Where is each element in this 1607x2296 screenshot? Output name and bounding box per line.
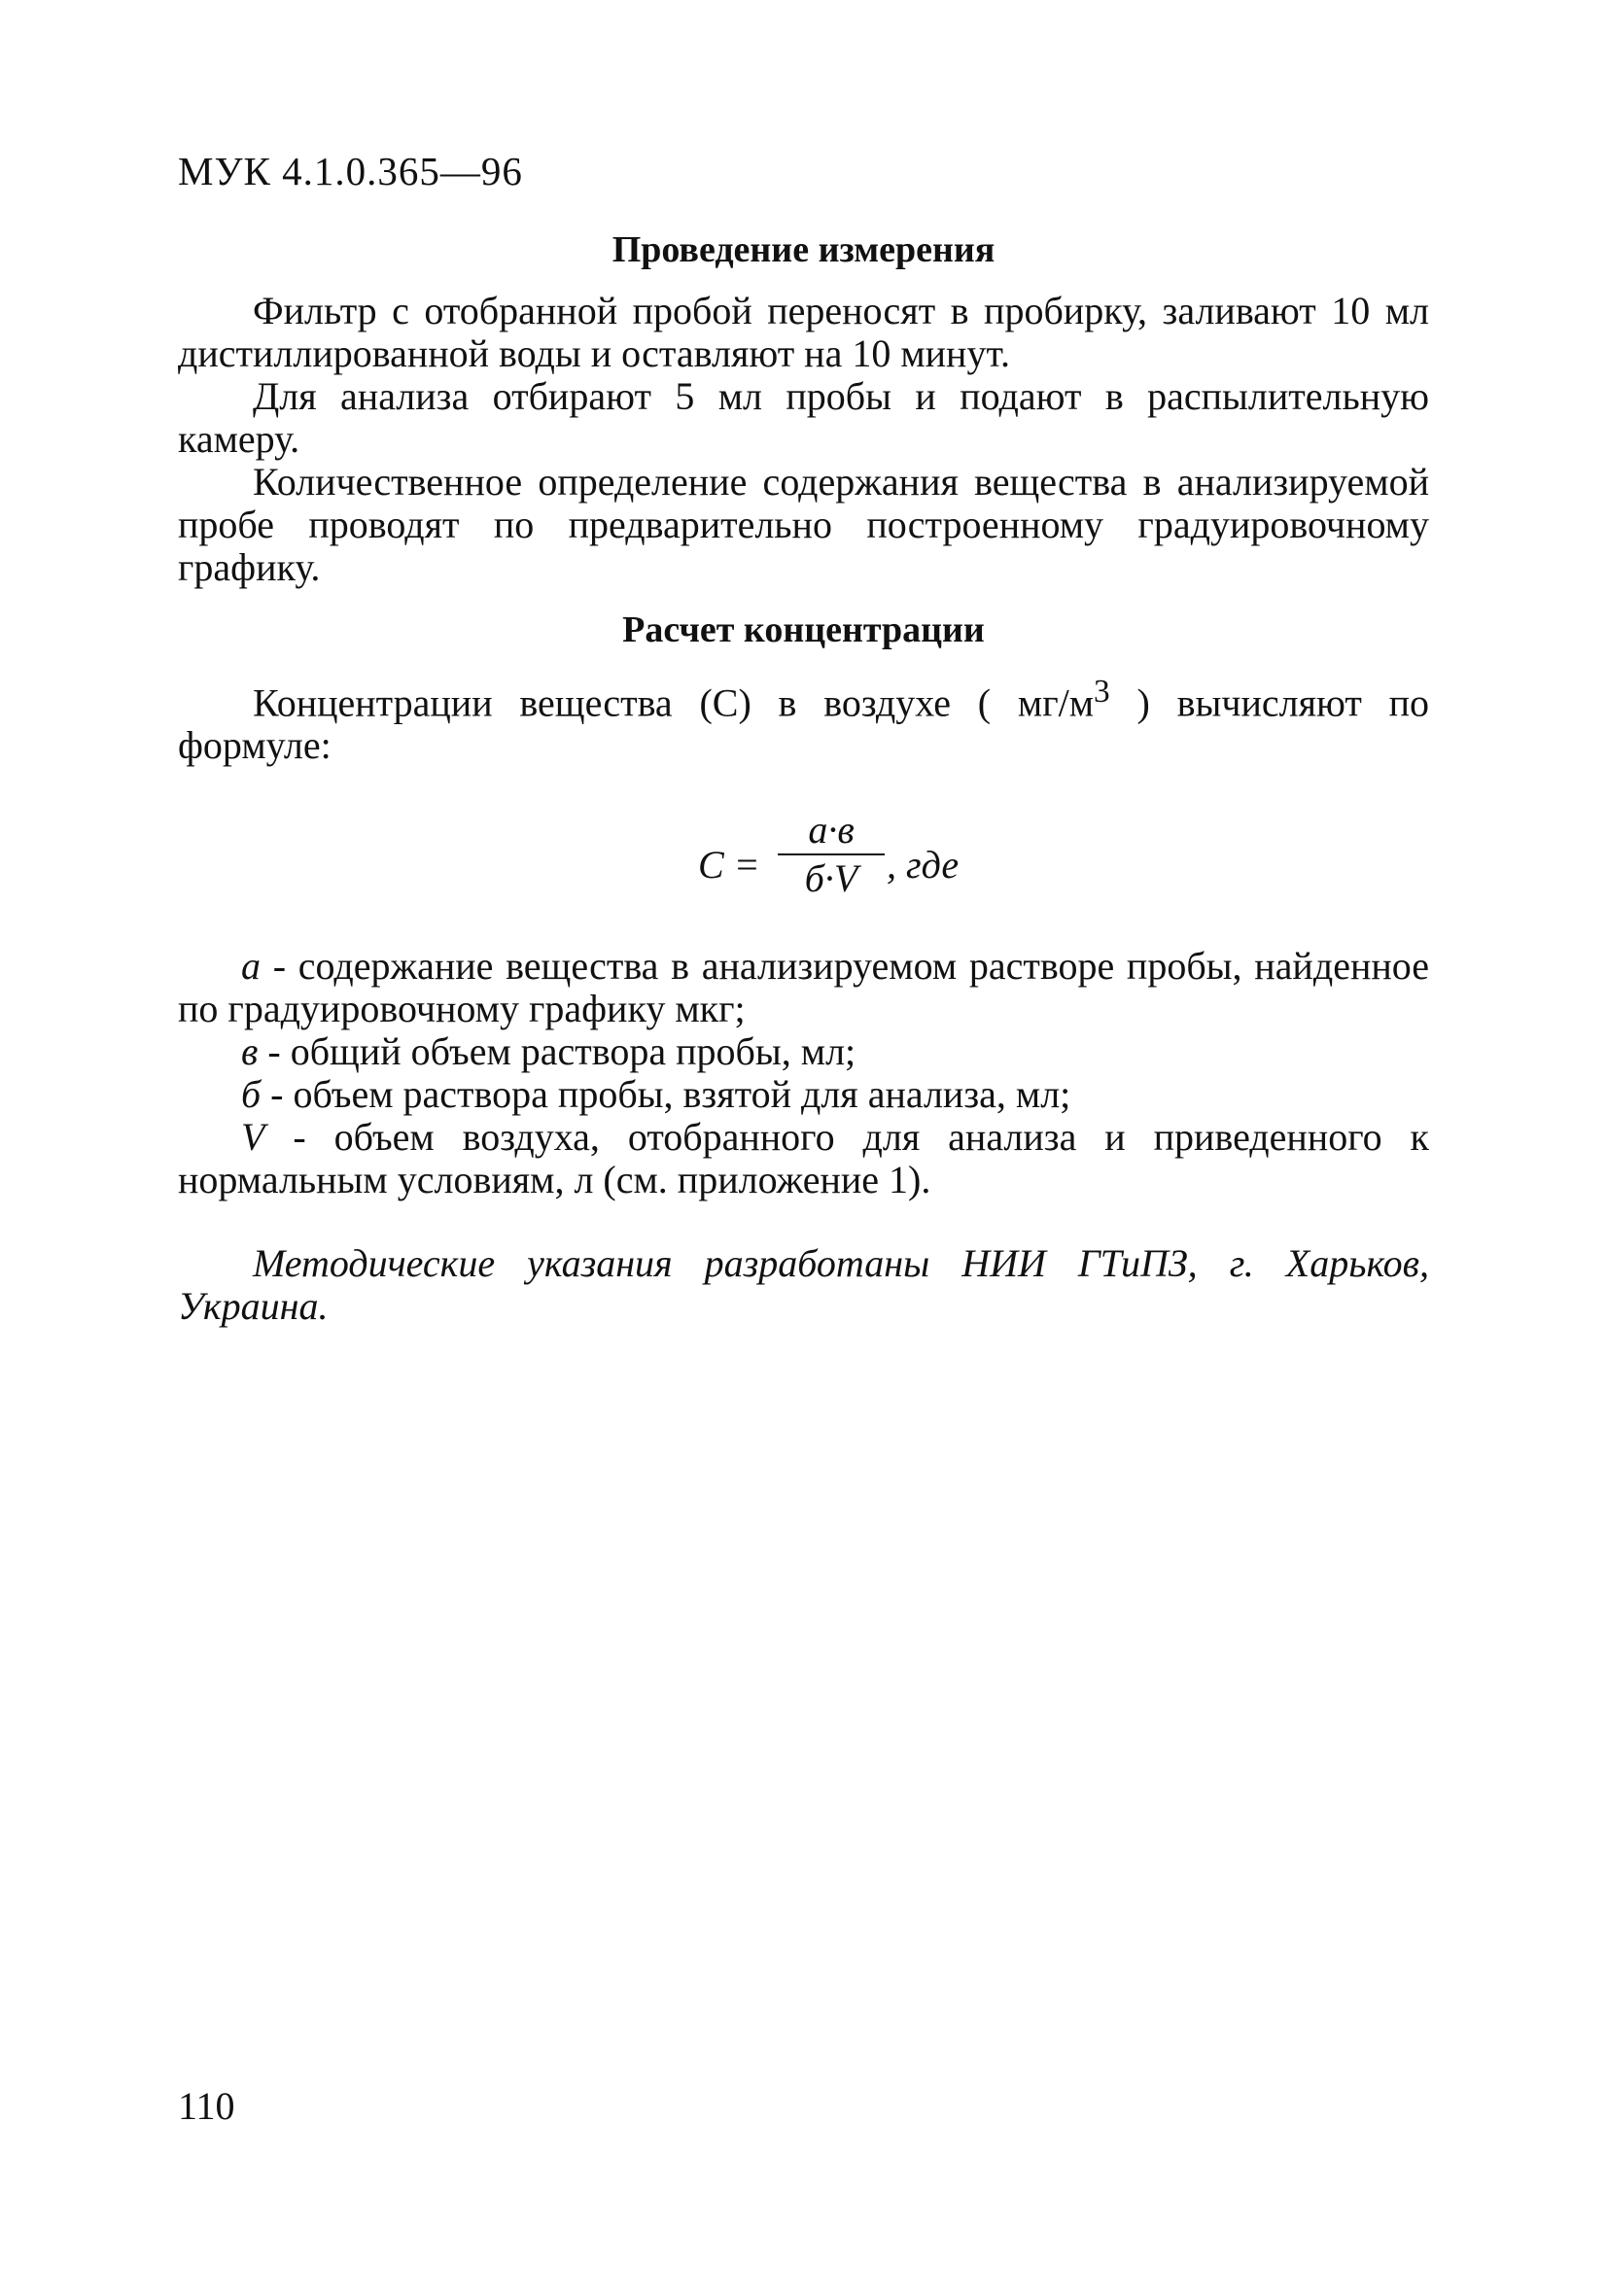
- heading-calculation: Расчет концентрации: [622, 609, 985, 650]
- definition-item: [178, 1030, 1429, 1073]
- intro-text-end: ) вычисляют по формуле:: [178, 680, 1429, 768]
- variable-definitions: [178, 945, 1429, 1201]
- formula-lhs: С =: [698, 843, 760, 887]
- variable-description: - объем раствора пробы, взятой для анализа, мл;: [261, 1072, 1071, 1116]
- intro-text-start: Концентрации вещества (С) в воздухе ( мг/м: [253, 680, 1095, 725]
- footer-note: Методические указания разработаны НИИ ГТиПЗ, г. Харьков, Украина.: [178, 1241, 1429, 1328]
- variable-description: - содержание вещества в анализируемом растворе пробы, найденное по градуировочному графику мкг;: [178, 944, 1429, 1030]
- definition-item: [178, 1116, 1429, 1201]
- fraction-bar: [778, 853, 885, 855]
- variable-description: - объем воздуха, отобранного для анализа и приведенного к нормальным условиям, л (см. приложение 1).: [178, 1115, 1429, 1201]
- measurement-text: [178, 290, 1429, 589]
- variable-description: - общий объем раствора пробы, мл;: [258, 1029, 856, 1073]
- definition-item: [178, 945, 1429, 1030]
- paragraph: Для анализа отбирают 5 мл пробы и подают в распылительную камеру.: [178, 374, 1429, 461]
- unit-exponent: 3: [1094, 674, 1110, 710]
- paragraph: Количественное определение содержания вещества в анализируемой пробе проводят по предварительно построенному градуировочному графику.: [178, 460, 1429, 589]
- variable-symbol: в: [241, 1029, 259, 1073]
- document-code: МУК 4.1.0.365—96: [178, 149, 523, 193]
- definition-item: [178, 1073, 1429, 1116]
- variable-symbol: а: [241, 944, 261, 988]
- variable-symbol: б: [241, 1072, 262, 1116]
- formula-numerator: а·в: [808, 808, 855, 852]
- authorship-note: [178, 1242, 1429, 1328]
- intro-paragraph: [178, 671, 1429, 767]
- formula-denominator: б·V: [804, 856, 858, 900]
- calculation-intro: [178, 671, 1429, 767]
- formula-fraction: [778, 809, 885, 900]
- page-number: 110: [178, 2084, 235, 2128]
- variable-symbol: V: [241, 1115, 265, 1159]
- formula-suffix: , где: [887, 843, 960, 887]
- heading-measurement: Проведение измерения: [611, 229, 996, 270]
- paragraph: Фильтр с отобранной пробой переносят в пробирку, заливают 10 мл дистиллированной воды и оставляют на 10 минут.: [178, 289, 1429, 375]
